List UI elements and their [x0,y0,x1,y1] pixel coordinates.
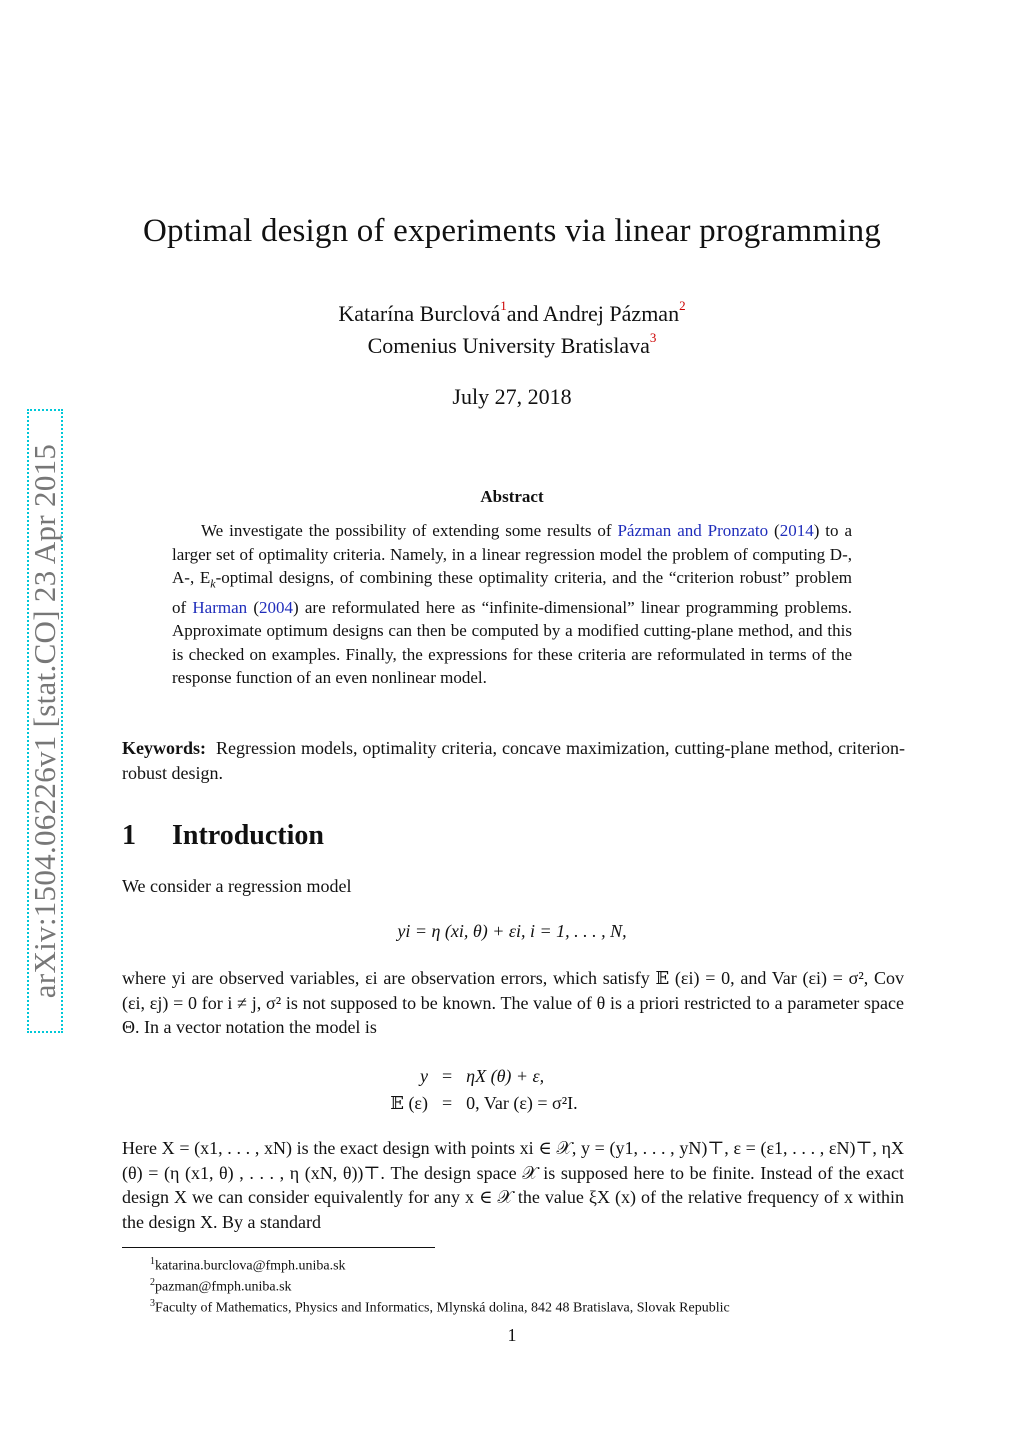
citation-year-2014[interactable]: 2014 [779,521,814,540]
keywords-label: Keywords: [122,738,206,758]
arxiv-identifier-stamp[interactable]: arXiv:1504.06226v1 [stat.CO] 23 Apr 2015 [27,409,63,1033]
abstract-text: ( [768,521,780,540]
author-1: Katarína Burclová [338,301,501,326]
page-number: 1 [507,1325,517,1345]
intro-line: We consider a regression model [122,876,352,896]
affiliation-line [0,330,1024,359]
section-number: 1 [122,820,136,851]
affiliation: Comenius University Bratislava [367,333,650,358]
paper-date: July 27, 2018 [452,384,572,409]
author-line [0,298,1024,327]
section-title: Introduction [172,820,324,851]
citation-year-2004[interactable]: 2004 [259,597,294,617]
keywords-text: Regression models, optimality criteria, concave maximization, cutting-plane method, criterion-robust design. [122,738,905,783]
abstract-paragraph [172,519,852,690]
abstract-text: -optimal designs, of combining these optimality criteria, and the “criterion robust” problem of [172,568,852,617]
abstract-body [172,519,852,690]
abstract-heading: Abstract [480,487,544,506]
keywords-block [122,736,905,785]
footnote-mark: 2 [150,1277,155,1288]
eq-equals: = [442,1066,453,1086]
equation-regression-model: yi = η (xi, θ) + εi, i = 1, . . . , N, [397,921,627,941]
eq-lhs: y [420,1066,428,1086]
abstract-text: We investigate the possibility of extending some results of [201,521,618,540]
footnote-text: Faculty of Mathematics, Physics and Informatics, Mlynská dolina, 842 48 Bratislava, Slovak Republic [155,1300,730,1316]
author-2: and Andrej Pázman [506,301,680,326]
abstract-text: ) are reformulated here as “infinite-dimensional” linear programming problems. Approximate optimum designs can then be computed by a modified cutting-plane method, and this is checked on examples. Finally, the expressions for these criteria are reformulated in terms of the response function of an even nonlinear model. [172,597,852,688]
footnote-mark: 1 [150,1256,155,1267]
eq-equals: = [442,1093,453,1113]
paragraph-observations: where yi are observed variables, εi are observation errors, which satisfy 𝔼 (εi) = 0, and Var (εi) = σ², Cov (εi, εj) = 0 for i ≠ j, σ² is not supposed to be known. The value of θ is a priori restricted to a parameter space Θ. In a vector notation the model is [122,968,904,1037]
footnote-ref-2[interactable]: 2 [679,298,686,313]
eq-rhs: 0, Var (ε) = σ²I. [466,1093,578,1113]
footnote-mark: 3 [150,1298,155,1309]
eq-rhs: ηX (θ) + ε, [466,1066,545,1086]
equation-vector-model [380,1062,586,1118]
abstract-text: ( [247,597,260,617]
section-heading [122,820,324,852]
footnote-divider [122,1247,435,1248]
paper-title: Optimal design of experiments via linear programming [142,213,882,249]
abstract-text: ) to a larger set of optimality criteria. Namely, in a linear regression model the problem of computing D-, A-, E [172,521,853,587]
paragraph-design: Here X = (x1, . . . , xN) is the exact design with points xi ∈ 𝒳, y = (y1, . . . , yN)⊤, ε = (ε1, . . . , εN)⊤, ηX (θ) = (η (x1, θ) , . . . , η (xN, θ))⊤. The design space 𝒳 is supposed here to be finite. Instead of the exact design X we can consider equivalently for any x ∈ 𝒳 the value ξX (x) of the relative frequency of x within the design X. By a standard [122,1138,904,1232]
footnote-3 [150,1294,910,1318]
citation-pazman-pronzato[interactable]: Pázman and Pronzato [617,521,769,540]
subscript-k: k [210,576,216,591]
footnote-ref-3[interactable]: 3 [649,330,657,345]
footnote-text: katarina.burclova@fmph.uniba.sk [155,1258,346,1274]
citation-harman[interactable]: Harman [192,597,248,617]
eq-lhs: 𝔼 (ε) [390,1093,428,1113]
footnote-ref-1[interactable]: 1 [500,298,507,313]
footnote-text: pazman@fmph.uniba.sk [155,1279,292,1295]
